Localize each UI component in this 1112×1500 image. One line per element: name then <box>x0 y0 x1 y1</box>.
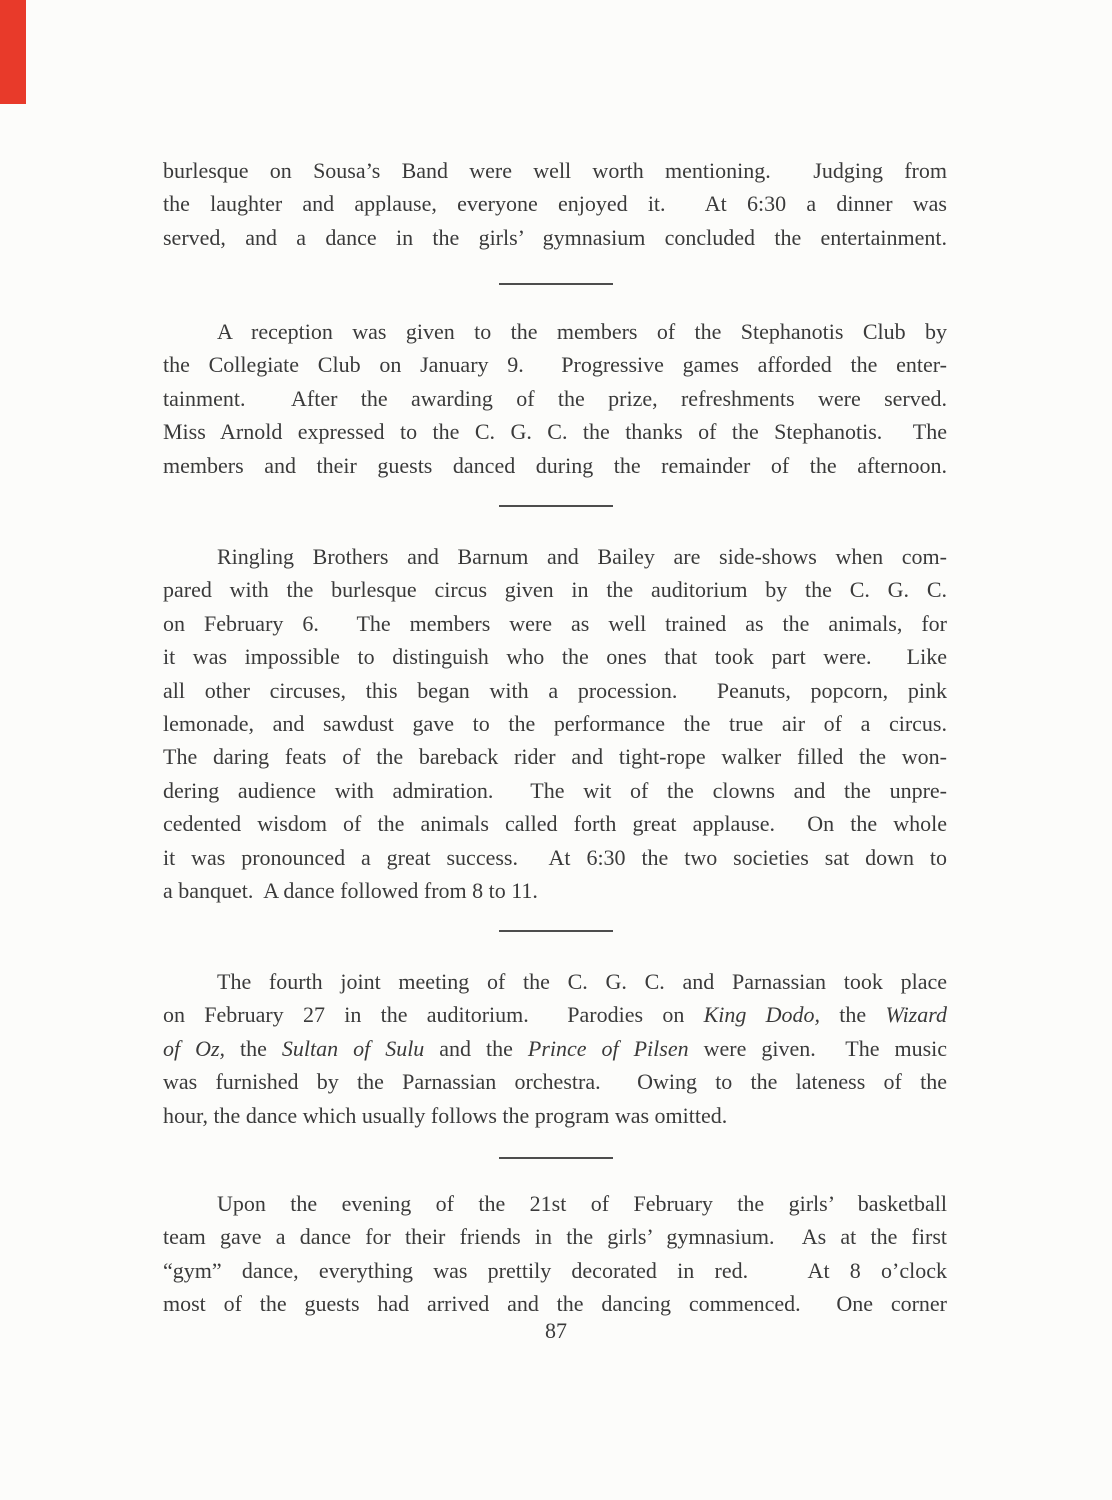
text-line: Upon the evening of the 21st of February the girls’ basketball <box>217 1191 947 1216</box>
text-line: The fourth joint meeting of the C. G. C. and Parnassian took place <box>217 969 947 994</box>
text-line: it was impossible to distinguish who the ones that took part were. Like <box>163 644 947 670</box>
text-line: lemonade, and sawdust gave to the performance the true air of a circus. <box>163 710 947 736</box>
separator-rule <box>499 505 613 507</box>
separator-rule <box>499 283 613 285</box>
paragraph <box>163 540 947 907</box>
text-line: it was pronounced a great success. At 6:30 the two societies sat down to <box>163 844 947 870</box>
separator-rule <box>499 930 613 932</box>
paragraph <box>163 965 947 1132</box>
text-line: Miss Arnold expressed to the C. G. C. the thanks of the Stephanotis. The <box>163 419 947 445</box>
text-line: burlesque on Sousa’s Band were well worth mentioning. Judging from <box>163 158 947 183</box>
text-line: of Oz, the Sultan of Sulu and the Prince of Pilsen were given. The music <box>163 1035 948 1061</box>
text-line: The daring feats of the bareback rider and tight-rope walker filled the won- <box>163 744 947 770</box>
text-line: the Collegiate Club on January 9. Progressive games afforded the enter- <box>163 352 947 378</box>
text-line: Ringling Brothers and Barnum and Bailey are side-shows when com- <box>217 544 947 569</box>
text-line: “gym” dance, everything was prettily decorated in red. At 8 o’clock <box>163 1257 947 1283</box>
text-line: pared with the burlesque circus given in the auditorium by the C. G. C. <box>163 577 947 603</box>
text-line: all other circuses, this began with a procession. Peanuts, popcorn, pink <box>163 677 947 703</box>
text-block <box>163 0 947 1500</box>
paragraph <box>163 1187 947 1321</box>
text-line: was furnished by the Parnassian orchestra. Owing to the lateness of the <box>163 1069 947 1095</box>
separator-rule <box>499 1157 613 1159</box>
paragraph <box>163 154 947 254</box>
text-line: dering audience with admiration. The wit of the clowns and the unpre- <box>163 777 947 803</box>
text-line: the laughter and applause, everyone enjoyed it. At 6:30 a dinner was <box>163 191 947 217</box>
text-line: served, and a dance in the girls’ gymnasium concluded the entertainment. <box>163 224 947 250</box>
page-number: 87 <box>545 1318 567 1343</box>
text-line: cedented wisdom of the animals called forth great applause. On the whole <box>163 811 947 837</box>
paragraph <box>163 315 947 482</box>
text-line: most of the guests had arrived and the dancing commenced. One corner <box>163 1291 947 1317</box>
text-line: hour, the dance which usually follows the program was omitted. <box>163 1102 728 1128</box>
text-line: members and their guests danced during the remainder of the afternoon. <box>163 452 947 478</box>
text-line: a banquet. A dance followed from 8 to 11. <box>163 877 538 903</box>
text-line: team gave a dance for their friends in the girls’ gymnasium. As at the first <box>163 1224 947 1250</box>
scan-red-ribbon-artifact <box>0 0 26 104</box>
text-line: tainment. After the awarding of the prize, refreshments were served. <box>163 385 947 411</box>
text-line: A reception was given to the members of the Stephanotis Club by <box>217 319 947 344</box>
text-line: on February 6. The members were as well trained as the animals, for <box>163 610 947 636</box>
text-line: on February 27 in the auditorium. Parodies on King Dodo, the Wizard <box>163 1002 947 1028</box>
